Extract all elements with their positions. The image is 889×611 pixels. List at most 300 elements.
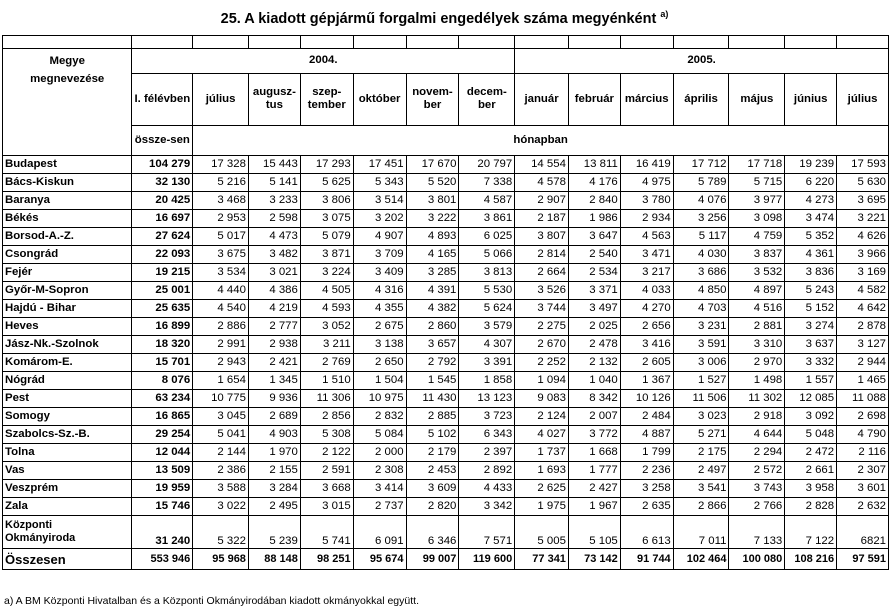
header-month: július (837, 73, 889, 125)
month-value: 2 025 (568, 318, 620, 336)
month-value: 6 343 (459, 426, 515, 444)
month-value: 1 040 (568, 372, 620, 390)
month-value: 3 534 (193, 264, 249, 282)
month-value: 7 011 (673, 516, 729, 549)
county-name (3, 300, 132, 318)
month-value: 4 703 (673, 300, 729, 318)
month-value: 3 958 (785, 480, 837, 498)
month-value: 2 814 (515, 246, 569, 264)
month-value: 4 563 (620, 228, 673, 246)
month-value: 2 397 (459, 444, 515, 462)
county-name (3, 174, 132, 192)
header-month: május (729, 73, 785, 125)
month-value: 3 224 (300, 264, 353, 282)
month-value: 1 970 (248, 444, 300, 462)
county-name (3, 372, 132, 390)
blank-row (3, 36, 889, 49)
month-value: 3 709 (353, 246, 406, 264)
month-value: 4 642 (837, 300, 889, 318)
month-value: 3 127 (837, 336, 889, 354)
month-value: 2 632 (837, 498, 889, 516)
month-value: 99 007 (406, 549, 459, 570)
county-label: Szabolcs-Sz.-B. (5, 428, 90, 440)
month-value: 4 076 (673, 192, 729, 210)
table-row (3, 264, 889, 282)
month-value: 4 850 (673, 282, 729, 300)
header-month: novem-ber (406, 73, 459, 125)
month-value: 3 482 (248, 246, 300, 264)
month-value: 3 541 (673, 480, 729, 498)
month-value: 4 582 (837, 282, 889, 300)
month-value: 2 777 (248, 318, 300, 336)
month-value: 3 807 (515, 228, 569, 246)
felev-value: 25 635 (132, 300, 193, 318)
county-name (3, 480, 132, 498)
felev-value: 63 234 (132, 390, 193, 408)
month-value: 6 091 (353, 516, 406, 549)
month-value: 4 219 (248, 300, 300, 318)
title-footnote-mark: a) (660, 9, 669, 19)
month-value: 2 000 (353, 444, 406, 462)
month-value: 2 650 (353, 354, 406, 372)
month-value: 5 084 (353, 426, 406, 444)
month-value: 3 695 (837, 192, 889, 210)
county-label: Veszprém (5, 482, 59, 494)
header-empty (3, 125, 132, 156)
month-value: 2 661 (785, 462, 837, 480)
month-value: 3 977 (729, 192, 785, 210)
header-month: április (673, 73, 729, 125)
header-felev: I. félévben (132, 73, 193, 125)
felev-value: 16 899 (132, 318, 193, 336)
felev-value: 104 279 (132, 156, 193, 174)
month-value: 3 514 (353, 192, 406, 210)
felev-value: 29 254 (132, 426, 193, 444)
month-value: 3 813 (459, 264, 515, 282)
county-label: Baranya (5, 194, 50, 206)
month-value: 3 211 (300, 336, 353, 354)
month-value: 7 133 (729, 516, 785, 549)
month-value: 4 270 (620, 300, 673, 318)
month-value: 3 668 (300, 480, 353, 498)
month-value: 3 274 (785, 318, 837, 336)
month-value: 17 712 (673, 156, 729, 174)
county-label: Jász-Nk.-Szolnok (5, 338, 99, 350)
month-value: 3 006 (673, 354, 729, 372)
county-name (3, 408, 132, 426)
month-value: 4 578 (515, 174, 569, 192)
month-value: 3 780 (620, 192, 673, 210)
county-name (3, 444, 132, 462)
month-value: 5 308 (300, 426, 353, 444)
month-value: 17 328 (193, 156, 249, 174)
month-value: 3 075 (300, 210, 353, 228)
month-value: 3 217 (620, 264, 673, 282)
month-value: 3 202 (353, 210, 406, 228)
month-value: 4 644 (729, 426, 785, 444)
header-year-2005: 2005. (515, 49, 889, 74)
month-value: 2 934 (620, 210, 673, 228)
table-row (3, 192, 889, 210)
county-name (3, 228, 132, 246)
header-megnevezese: megnevezése (3, 73, 132, 125)
month-value: 2 534 (568, 264, 620, 282)
month-value: 4 273 (785, 192, 837, 210)
month-value: 5 530 (459, 282, 515, 300)
month-value: 2 907 (515, 192, 569, 210)
felev-value: 31 240 (132, 516, 193, 549)
month-value: 2 453 (406, 462, 459, 480)
month-value: 2 892 (459, 462, 515, 480)
month-value: 3 675 (193, 246, 249, 264)
header-month: október (353, 73, 406, 125)
month-value: 2 792 (406, 354, 459, 372)
month-value: 2 860 (406, 318, 459, 336)
month-value: 3 023 (673, 408, 729, 426)
month-value: 4 473 (248, 228, 300, 246)
month-value: 1 799 (620, 444, 673, 462)
month-value: 1 967 (568, 498, 620, 516)
table-row (3, 156, 889, 174)
month-value: 3 256 (673, 210, 729, 228)
header-megye: Megye (3, 49, 132, 74)
month-value: 1 668 (568, 444, 620, 462)
month-value: 3 332 (785, 354, 837, 372)
month-value: 15 443 (248, 156, 300, 174)
month-value: 2 421 (248, 354, 300, 372)
county-label: Vas (5, 464, 25, 476)
month-value: 2 938 (248, 336, 300, 354)
felev-value: 15 701 (132, 354, 193, 372)
month-value: 4 505 (300, 282, 353, 300)
month-value: 5 017 (193, 228, 249, 246)
county-label: Győr-M-Sopron (5, 284, 89, 296)
month-value: 13 123 (459, 390, 515, 408)
header-row-years (3, 49, 889, 74)
table-title-text: 25. A kiadott gépjármű forgalmi engedélyek száma megyénként (220, 10, 657, 27)
felev-value: 22 093 (132, 246, 193, 264)
felev-value: 8 076 (132, 372, 193, 390)
table-row (3, 336, 889, 354)
month-value: 5 152 (785, 300, 837, 318)
county-name (3, 192, 132, 210)
county-label: Fejér (5, 266, 33, 278)
month-value: 1 777 (568, 462, 620, 480)
month-value: 4 316 (353, 282, 406, 300)
month-value: 5 715 (729, 174, 785, 192)
month-value: 3 342 (459, 498, 515, 516)
month-value: 4 887 (620, 426, 673, 444)
month-value: 1 545 (406, 372, 459, 390)
month-value: 8 342 (568, 390, 620, 408)
month-value: 5 322 (193, 516, 249, 549)
month-value: 2 656 (620, 318, 673, 336)
month-value: 1 510 (300, 372, 353, 390)
month-value: 3 806 (300, 192, 353, 210)
month-value: 4 033 (620, 282, 673, 300)
month-value: 2 275 (515, 318, 569, 336)
header-month: március (620, 73, 673, 125)
month-value: 4 540 (193, 300, 249, 318)
month-value: 3 258 (620, 480, 673, 498)
month-value: 5 005 (515, 516, 569, 549)
month-value: 5 102 (406, 426, 459, 444)
month-value: 13 811 (568, 156, 620, 174)
table-row (3, 372, 889, 390)
month-value: 3 686 (673, 264, 729, 282)
month-value: 7 122 (785, 516, 837, 549)
month-value: 2 252 (515, 354, 569, 372)
month-value: 6 346 (406, 516, 459, 549)
header-year-2004: 2004. (132, 49, 515, 74)
table-row (3, 282, 889, 300)
month-value: 4 903 (248, 426, 300, 444)
month-value: 2 155 (248, 462, 300, 480)
month-value: 3 416 (620, 336, 673, 354)
county-name (3, 498, 132, 516)
month-value: 2 991 (193, 336, 249, 354)
month-value: 3 966 (837, 246, 889, 264)
month-value: 3 532 (729, 264, 785, 282)
month-value: 2 878 (837, 318, 889, 336)
table-row (3, 480, 889, 498)
month-value: 3 371 (568, 282, 620, 300)
month-value: 4 897 (729, 282, 785, 300)
month-value: 3 743 (729, 480, 785, 498)
month-value: 2 943 (193, 354, 249, 372)
month-value: 88 148 (248, 549, 300, 570)
month-value: 7 338 (459, 174, 515, 192)
table-row (3, 228, 889, 246)
county-label: Nógrád (5, 374, 45, 386)
month-value: 1 858 (459, 372, 515, 390)
month-value: 2 856 (300, 408, 353, 426)
month-value: 4 790 (837, 426, 889, 444)
month-value: 2 766 (729, 498, 785, 516)
month-value: 2 635 (620, 498, 673, 516)
month-value: 2 881 (729, 318, 785, 336)
month-value: 95 968 (193, 549, 249, 570)
month-value: 3 169 (837, 264, 889, 282)
county-label: Borsod-A.-Z. (5, 230, 74, 242)
month-value: 17 593 (837, 156, 889, 174)
month-value: 2 132 (568, 354, 620, 372)
month-value: 1 557 (785, 372, 837, 390)
felev-value: 19 959 (132, 480, 193, 498)
month-value: 2 953 (193, 210, 249, 228)
month-value: 2 970 (729, 354, 785, 372)
month-value: 2 007 (568, 408, 620, 426)
header-month: február (568, 73, 620, 125)
month-value: 5 741 (300, 516, 353, 549)
header-month: január (515, 73, 569, 125)
month-value: 9 936 (248, 390, 300, 408)
month-value: 2 124 (515, 408, 569, 426)
month-value: 1 737 (515, 444, 569, 462)
month-value: 1 094 (515, 372, 569, 390)
month-value: 2 944 (837, 354, 889, 372)
month-value: 95 674 (353, 549, 406, 570)
month-value: 2 664 (515, 264, 569, 282)
felev-value: 32 130 (132, 174, 193, 192)
month-value: 4 907 (353, 228, 406, 246)
header-osszesen: össze-sen (132, 125, 193, 156)
month-value: 4 440 (193, 282, 249, 300)
county-label: Pest (5, 392, 30, 404)
table-row (3, 408, 889, 426)
month-value: 11 506 (673, 390, 729, 408)
felev-value: 20 425 (132, 192, 193, 210)
month-value: 1 693 (515, 462, 569, 480)
month-value: 77 341 (515, 549, 569, 570)
table-title (0, 9, 889, 27)
month-value: 3 601 (837, 480, 889, 498)
month-value: 3 637 (785, 336, 837, 354)
month-value: 2 675 (353, 318, 406, 336)
table-row (3, 318, 889, 336)
county-label: Békés (5, 212, 39, 224)
month-value: 1 465 (837, 372, 889, 390)
month-value: 5 216 (193, 174, 249, 192)
month-value: 2 866 (673, 498, 729, 516)
month-value: 4 975 (620, 174, 673, 192)
county-name (3, 246, 132, 264)
month-value: 4 355 (353, 300, 406, 318)
month-value: 3 861 (459, 210, 515, 228)
month-value: 2 116 (837, 444, 889, 462)
header-row-months (3, 73, 889, 125)
month-value: 1 504 (353, 372, 406, 390)
data-table (2, 35, 889, 570)
table-row (3, 498, 889, 516)
month-value: 2 918 (729, 408, 785, 426)
month-value: 119 600 (459, 549, 515, 570)
felev-value: 15 746 (132, 498, 193, 516)
felev-value: 18 320 (132, 336, 193, 354)
county-label: Csongrád (5, 248, 59, 260)
county-label: Komárom-E. (5, 356, 73, 368)
month-value: 2 670 (515, 336, 569, 354)
month-value: 7 571 (459, 516, 515, 549)
table-row (3, 300, 889, 318)
month-value: 2 386 (193, 462, 249, 480)
county-name (3, 156, 132, 174)
table-row (3, 444, 889, 462)
month-value: 2 122 (300, 444, 353, 462)
month-value: 4 176 (568, 174, 620, 192)
month-value: 11 430 (406, 390, 459, 408)
felev-value: 19 215 (132, 264, 193, 282)
month-value: 5 624 (459, 300, 515, 318)
month-value: 3 657 (406, 336, 459, 354)
month-value: 3 092 (785, 408, 837, 426)
header-month: június (785, 73, 837, 125)
month-value: 17 718 (729, 156, 785, 174)
header-month: július (193, 73, 249, 125)
county-name (3, 462, 132, 480)
month-value: 3 284 (248, 480, 300, 498)
month-value: 3 468 (193, 192, 249, 210)
month-value: 5 041 (193, 426, 249, 444)
month-value: 3 474 (785, 210, 837, 228)
month-value: 3 497 (568, 300, 620, 318)
header-honapban: hónapban (193, 125, 889, 156)
month-value: 2 472 (785, 444, 837, 462)
month-value: 3 609 (406, 480, 459, 498)
month-value: 5 079 (300, 228, 353, 246)
month-value: 3 526 (515, 282, 569, 300)
month-value: 2 497 (673, 462, 729, 480)
month-value: 3 414 (353, 480, 406, 498)
month-value: 3 837 (729, 246, 785, 264)
month-value: 73 142 (568, 549, 620, 570)
month-value: 4 382 (406, 300, 459, 318)
month-value: 5 343 (353, 174, 406, 192)
month-value: 3 222 (406, 210, 459, 228)
month-value: 5 243 (785, 282, 837, 300)
month-value: 1 986 (568, 210, 620, 228)
month-value: 2 495 (248, 498, 300, 516)
month-value: 2 307 (837, 462, 889, 480)
felev-value: 16 697 (132, 210, 193, 228)
month-value: 2 540 (568, 246, 620, 264)
month-value: 11 306 (300, 390, 353, 408)
county-name (3, 336, 132, 354)
month-value: 19 239 (785, 156, 837, 174)
county-name (3, 426, 132, 444)
felev-value: 12 044 (132, 444, 193, 462)
month-value: 3 801 (406, 192, 459, 210)
month-value: 4 027 (515, 426, 569, 444)
felev-value: 13 509 (132, 462, 193, 480)
month-value: 4 759 (729, 228, 785, 246)
county-name (3, 390, 132, 408)
month-value: 4 361 (785, 246, 837, 264)
month-value: 1 654 (193, 372, 249, 390)
month-value: 1 498 (729, 372, 785, 390)
month-value: 2 187 (515, 210, 569, 228)
month-value: 2 737 (353, 498, 406, 516)
month-value: 3 579 (459, 318, 515, 336)
month-value: 3 098 (729, 210, 785, 228)
month-value: 6 220 (785, 174, 837, 192)
month-value: 2 698 (837, 408, 889, 426)
header-row-units (3, 125, 889, 156)
month-value: 3 045 (193, 408, 249, 426)
month-value: 2 427 (568, 480, 620, 498)
month-value: 5 630 (837, 174, 889, 192)
table-body (3, 36, 889, 570)
month-value: 11 088 (837, 390, 889, 408)
table-row (3, 426, 889, 444)
month-value: 2 625 (515, 480, 569, 498)
month-value: 5 625 (300, 174, 353, 192)
month-value: 4 386 (248, 282, 300, 300)
table-row (3, 390, 889, 408)
month-value: 6 025 (459, 228, 515, 246)
month-value: 10 126 (620, 390, 673, 408)
month-value: 5 141 (248, 174, 300, 192)
month-value: 5 105 (568, 516, 620, 549)
month-value: 3 647 (568, 228, 620, 246)
month-value: 2 478 (568, 336, 620, 354)
month-value: 3 836 (785, 264, 837, 282)
month-value: 3 022 (193, 498, 249, 516)
month-value: 5 520 (406, 174, 459, 192)
month-value: 2 828 (785, 498, 837, 516)
month-value: 5 048 (785, 426, 837, 444)
county-name (3, 210, 132, 228)
